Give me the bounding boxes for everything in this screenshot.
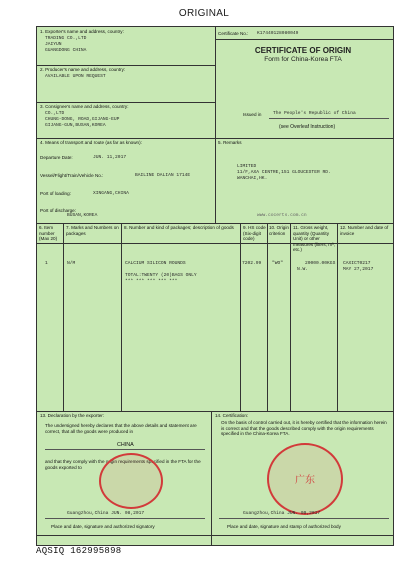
declaration-text-2: and that they comply with the origin requirements specified in the FTA for the goods exported to [45, 459, 201, 470]
transport-label: 4. Means of transport and route (as far as known): [40, 140, 142, 145]
producer-value: AVAILABLE UPON REQUEST [45, 74, 106, 79]
loading-value: XINGANG,CHINA [93, 191, 129, 196]
col-invoice-header: 12. Number and date of invoice [340, 225, 389, 236]
exporter-line-1: TRADING CO.,LTD [45, 36, 87, 41]
original-header: ORIGINAL [178, 8, 230, 19]
certificate-form [36, 26, 394, 546]
exporter-company-seal [99, 453, 163, 509]
official-seal [267, 443, 343, 515]
col-item-header: 6. Item number (Max 20) [39, 225, 58, 242]
hs-code: 7202.99 [242, 261, 262, 266]
desc-line-3: *** *** *** *** *** [125, 279, 178, 284]
cert-no-value: K17440128080049 [257, 31, 299, 36]
discharge-label: Port of discharge: [40, 208, 77, 213]
certification-text: On the basis of control carried out, it is hereby certified that the information herein is correct and that the goods described comply with the origin requirements specified in the China-Korea FTA. [221, 420, 387, 437]
col-origin-header: 10. Origin criterion [269, 225, 289, 236]
remarks-website: www.cocerts.com.cn [257, 213, 307, 218]
col-hs-header: 9. HS code (Six-digit code) [243, 225, 266, 242]
overleaf-note: (see Overleaf Instruction) [279, 124, 336, 130]
vessel-label: Vessel/Flight/Train/Vehicle No.: [40, 173, 104, 178]
certificate-title: CERTIFICATE OF ORIGIN [254, 46, 352, 55]
declaration-place-date: Guangzhou,China JUN. 08,2017 [67, 511, 145, 516]
aqsiq-serial: AQSIQ 162995898 [36, 546, 122, 556]
certification-label: 14. Certification: [215, 413, 249, 418]
certification-signature-label: Place and date, signature and stamp of authorized body [227, 524, 341, 529]
origin-criterion: "WO" [272, 261, 284, 266]
producer-label: 2. Producer's name and address, country: [40, 67, 126, 72]
issued-in-label: Issued in [243, 112, 262, 117]
loading-label: Port of loading: [40, 191, 71, 196]
declaration-country: CHINA [117, 442, 134, 448]
remarks-line-2: 11/F,AXA CENTRE,151 GLOUCESTER RD. [237, 170, 331, 175]
cert-no-label: Certificate No.: [218, 31, 249, 36]
official-seal-text: 广东 [295, 475, 315, 486]
desc-line-1: CALCIUM SILICON ROUNDS [125, 261, 186, 266]
invoice-line-2: MAY 27,2017 [343, 267, 374, 272]
item-number: 1 [45, 261, 48, 266]
remarks-line-3: WANCHAI,HK. [237, 176, 268, 181]
declaration-label: 13. Declaration by the exporter: [40, 413, 105, 418]
col-weight-header: 11. Gross weight, quantity (Quantity Unit) or other measures (liters, m³, etc.) [293, 225, 335, 253]
declaration-signature-label: Place and date, signature and authorized signatory [51, 524, 155, 529]
consignee-line-3: GIJANG-GUN,BUSAN,KOREA [45, 123, 106, 128]
discharge-value: BUSAN,KOREA [67, 213, 98, 218]
exporter-line-2: JAIYUN [45, 42, 62, 47]
certification-place-date: Guangzhou,China JUN. 09,2017 [243, 511, 321, 516]
col-marks-header: 7. Marks and Numbers on packages [66, 225, 119, 236]
exporter-line-3: GUANGDONG CHINA [45, 48, 87, 53]
desc-line-2: TOTAL:TWENTY (20)BAGS ONLY [125, 273, 197, 278]
certificate-subtitle: Form for China-Korea FTA [264, 56, 342, 63]
consignee-label: 3. Consignee's name and address, country: [40, 104, 129, 109]
remarks-line-1: LIMITED [237, 164, 257, 169]
consignee-line-1: CO.,LTD [45, 111, 65, 116]
col-desc-header: 8. Number and kind of packages; description of goods [124, 225, 234, 230]
vessel-value: BAILINE DALIAN 1714E [135, 173, 191, 178]
declaration-text-1: The undersigned hereby declares that the above details and statement are correct, that all the goods were produced in [45, 423, 197, 434]
marks-value: N/M [67, 261, 76, 266]
invoice-line-1: CAXICT0217 [343, 261, 371, 266]
departure-value: JUN. 11,2017 [93, 155, 127, 160]
weight-line-2: N.W. [297, 267, 309, 272]
weight-line-1: 20000.00KGS [305, 261, 336, 266]
issued-in-value: The People's Republic of China [273, 111, 356, 116]
exporter-label: 1. Exporter's name and address, country: [40, 29, 124, 34]
departure-label: Departure Date: [40, 155, 73, 160]
consignee-line-2: CHUNG-DONG, ROAD,GIJANG-EUP [45, 117, 120, 122]
remarks-label: 5. Remarks [218, 140, 242, 145]
